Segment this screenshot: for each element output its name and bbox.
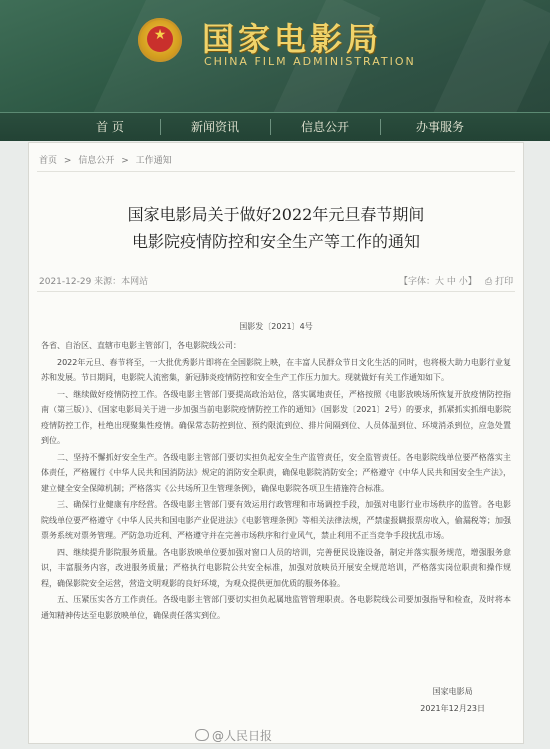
salutation: 各省、自治区、直辖市电影主管部门，各电影院线公司： — [41, 341, 241, 350]
print-link[interactable] — [485, 274, 513, 287]
national-emblem-icon: ★ — [138, 18, 182, 62]
article-meta: 2021-12-29 来源：本网站 — [39, 277, 149, 287]
nav-services[interactable]: 办事服务 — [415, 120, 464, 134]
article-title-line1: 国家电影局关于做好2022年元旦春节期间 — [127, 205, 425, 224]
weibo-icon — [195, 729, 209, 741]
breadcrumb-sep: > — [121, 156, 129, 166]
article-card — [28, 142, 524, 744]
watermark-text: @人民日报 — [212, 729, 273, 743]
site-subtitle: CHINA FILM ADMINISTRATION — [204, 55, 416, 68]
paragraph: 五、压紧压实各方工作责任。各级电影主管部门要切实担负起属地监管管理职责。各电影院线公司要加强指导和检查，及时将本通知精神传达至电影放映单位，确保责任落实到位。 — [41, 595, 511, 620]
main-nav — [0, 112, 550, 141]
paragraph: 一、继续做好疫情防控工作。各级电影主管部门要提高政治站位，落实属地责任，严格按照《电影放映场所恢复开放疫情防控指南（第三版）》、《国家电影局关于进一步加强当前电影院疫情防控工作的通知》（国影发〔2021〕2号）的要求，抓紧抓实抓细电影院疫情防控工作，杜绝出现聚集性疫情。确保常态防控到位、预约限流到位、排片间隔到位、人员体温到位、环境消杀到位，应急处置到位。 — [41, 389, 511, 445]
breadcrumb — [39, 153, 176, 166]
paragraph: 二、坚持不懈抓好安全生产。各级电影主管部门要切实担负起安全生产监管责任，安全监管责任。各电影院线单位要严格落实主体责任，严格履行《中华人民共和国消防法》规定的消防安全职责，确保电影院消防安全；严格遵守《中华人民共和国安全生产法》，建立健全安全保障机制；严格落实《公共场所卫生管理条例》，确保电影院各项卫生措施符合标准。 — [41, 452, 511, 493]
watermark — [195, 727, 272, 744]
article-title — [29, 201, 523, 255]
nav-news[interactable]: 新闻资讯 — [190, 120, 239, 134]
print-label: 打印 — [495, 277, 514, 287]
document-number: 国影发〔2021〕4号 — [239, 322, 313, 331]
site-title: 国家电影局 — [202, 20, 383, 58]
header-banner — [0, 0, 550, 112]
font-size-control[interactable]: 【字体：大 中 小】 — [399, 277, 477, 287]
divider — [37, 291, 515, 292]
nav-info-disclosure[interactable]: 信息公开 — [300, 120, 349, 134]
print-icon: ⎙ — [485, 277, 493, 287]
breadcrumb-info[interactable]: 信息公开 — [78, 156, 115, 166]
paragraph: 2022年元旦、春节将至，一大批优秀影片即将在全国影院上映，在丰富人民群众节日文化生活的同时，也将极大助力电影行业复苏和发展。节日期间，电影院人流密集，新冠肺炎疫情防控和安全生产工作压力加大。现就做好有关工作通知如下。 — [41, 357, 511, 382]
signature-date: 2021年12月23日 — [420, 704, 485, 713]
paragraph: 三、确保行业健康有序经营。各级电影主管部门要有效运用行政管理和市场调控手段，加强对电影行业市场秩序的监管。各电影院线单位要严格遵守《中华人民共和国电影产业促进法》《电影管理条例》等相关法律法规，严禁虚报瞒报票房收入，偷漏税等；加强票务系统对票务管理。严防急功近利、严格遵守并在完善市场秩序和行业风气，禁止利用不正当竞争手段扰乱市场。 — [41, 500, 511, 540]
signature-block — [420, 683, 485, 717]
breadcrumb-notice[interactable]: 工作通知 — [135, 156, 172, 166]
article-body — [41, 338, 511, 624]
paragraph: 四、继续提升影院服务质量。各电影放映单位要加强对窗口人员的培训，完善便民设施设备，制定并落实服务规范，增强服务意识，丰富服务内容，改进服务质量；严格执行电影院公共安全标准，加强对放映员开展安全规范培训，严格落实岗位职责和操作规程，确保影院安全运营，营造文明观影的良好环境，为观众提供更加优质的服务体验。 — [41, 547, 511, 588]
breadcrumb-sep: > — [63, 156, 72, 166]
divider — [37, 171, 515, 172]
breadcrumb-home[interactable]: 首页 — [39, 156, 58, 166]
signature: 国家电影局 — [432, 687, 473, 696]
article-title-line2: 电影院疫情防控和安全生产等工作的通知 — [131, 232, 420, 251]
nav-home[interactable]: 首 页 — [96, 120, 124, 134]
